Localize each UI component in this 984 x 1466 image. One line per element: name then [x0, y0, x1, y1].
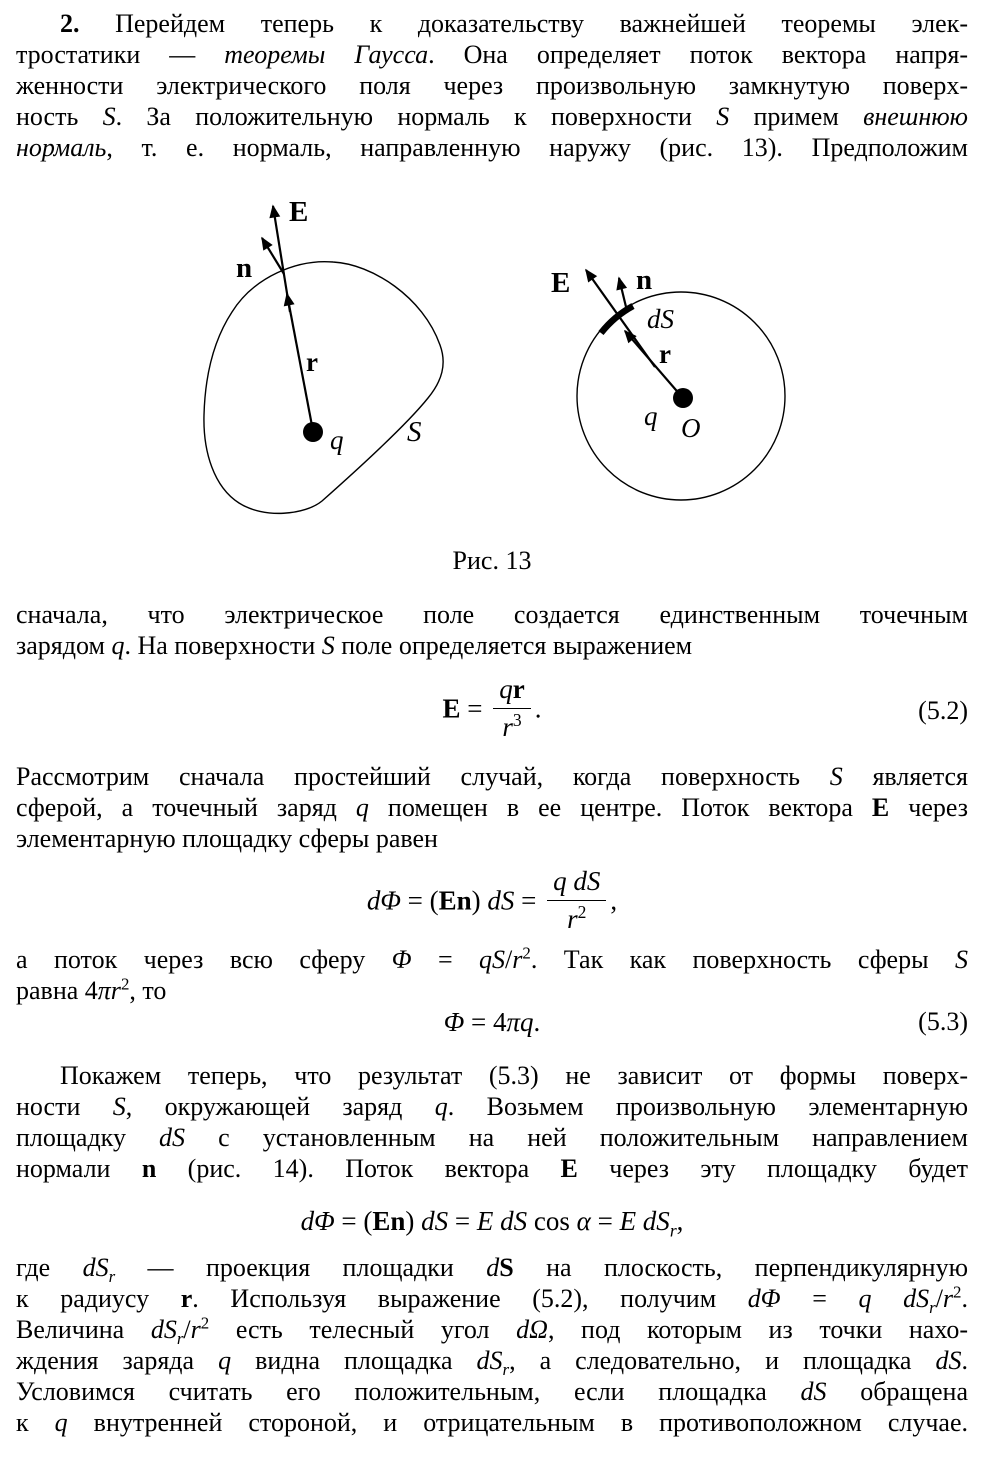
text-line: нормаль, т. е. нормаль, направленную наружу (рис. 13). Предположим	[16, 133, 968, 162]
vector-r-right	[625, 331, 682, 397]
equation-number: (5.3)	[918, 1007, 968, 1036]
vector-n-right	[619, 278, 627, 311]
equation-body: dΦ = (En) dS = $\frac{\text{q dS}}{r^2}$ ,	[366, 865, 618, 934]
equation-5-3	[16, 1002, 968, 1042]
surface-outline	[204, 262, 443, 514]
text-line: ности S, окружающей заряд q. Возьмем произвольную элементарную	[16, 1092, 968, 1121]
text-line: Рассмотрим сначала простейший случай, когда поверхность S является	[16, 762, 968, 791]
text-line: сферой, а точечный заряд q помещен в ее центре. Поток вектора E через	[16, 793, 969, 822]
label-dS-right: dS	[647, 304, 674, 334]
text-line: элементарную площадку сферы равен	[16, 824, 438, 853]
label-E-left: E	[289, 196, 309, 228]
text-line: к радиусу r. Используя выражение (5.2), получим dΦ = q $dS_r/r^2$.	[16, 1282, 968, 1318]
equation-body: dΦ = (En) dS = E dS cos α = E $dS_r$,	[300, 1205, 684, 1240]
label-q-left: q	[330, 425, 344, 455]
equation-flux-general	[16, 1201, 968, 1241]
equation-5-2	[16, 669, 968, 753]
equation-body: E = $\frac{qr}{r^3}$ .	[442, 673, 542, 742]
text-line: где $dS_r$ — проекция площадки dS на плоскость, перпендикулярную	[16, 1253, 969, 1287]
text-line: а поток через всю сферу $\Phi = qS/r^2$. Так как поверхность сферы S	[16, 943, 968, 974]
paragraph-sphere-case	[16, 761, 968, 854]
paragraph-arbitrary-form	[16, 1060, 968, 1184]
text-line: Условимся считать его положительным, если площадка dS обращена	[16, 1377, 968, 1406]
label-n-left: n	[236, 252, 253, 284]
equation-body: Φ = 4πq.	[443, 1006, 541, 1037]
text-line: женности электрического поля через произвольную замкнутую поверх-	[16, 71, 968, 100]
charge-dot-left	[303, 422, 323, 442]
label-E-right: E	[551, 267, 571, 299]
text-line: 2. Перейдем теперь к доказательству важнейшей теоремы элек-	[60, 9, 968, 38]
label-O-right: O	[681, 413, 701, 443]
text-line: площадку dS с установленным на ней положительным направлением	[16, 1123, 968, 1152]
paragraph-field-on-s	[16, 599, 968, 661]
diagram-sphere	[577, 270, 785, 500]
text-line: Покажем теперь, что результат (5.3) не зависит от формы поверх-	[60, 1061, 968, 1090]
text-line: тростатики — теоремы Гаусса. Она определяет поток вектора напря-	[16, 40, 968, 69]
text-line: ность S. За положительную нормаль к поверхности S примем внешнюю	[16, 102, 968, 131]
charge-dot-right	[673, 388, 693, 408]
figure-caption: Рис. 13	[452, 546, 532, 575]
text-line: зарядом q. На поверхности S поле определяется выражением	[16, 631, 693, 660]
equation-number: (5.2)	[918, 696, 968, 725]
figure-13	[0, 183, 984, 545]
text-line: равна $4\pi r^2$, то	[16, 974, 167, 1005]
label-q-right: q	[644, 401, 658, 431]
paragraph-total-flux	[16, 944, 968, 1006]
paragraph-solid-angle	[16, 1252, 968, 1438]
label-r-right: r	[659, 339, 671, 369]
text-line: сначала, что электрическое поле создается единственным точечным	[16, 600, 968, 629]
paragraph-intro	[16, 8, 968, 163]
text-line: ждения заряда q видна площадка $dS_r$, а следовательно, и площадка dS.	[16, 1346, 968, 1380]
text-line: к q внутренней стороной, и отрицательным в противоположном случае.	[16, 1408, 968, 1437]
equation-flux-element	[16, 861, 968, 945]
text-line: Величина $dS_r/r^2$ есть телесный угол dΩ, под которым из точки нахо-	[16, 1313, 969, 1349]
text-line: нормали n (рис. 14). Поток вектора E через эту площадку будет	[16, 1154, 968, 1183]
label-S-left: S	[407, 416, 422, 448]
label-n-right: n	[636, 264, 653, 296]
label-r-left: r	[306, 347, 318, 377]
